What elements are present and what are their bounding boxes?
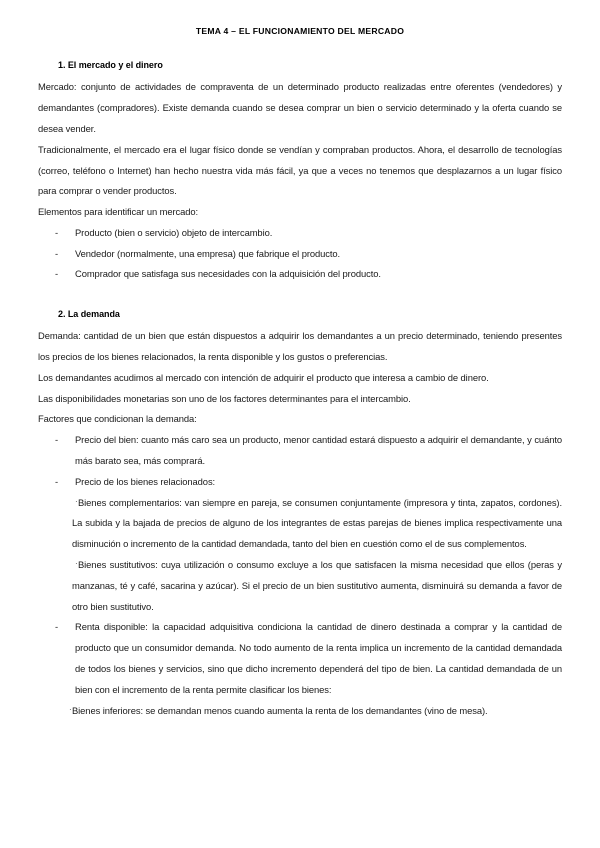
sub-list-item-label: Bienes sustitutivos: cuya utilización o consumo excluye a los que satisfacen la misma necesidad que ellos (peras y manzanas, té y café, sacarina y azúcar). Si el precio de un bien sustitutivo aumenta, disminuirá su demanda a favor de otro bien sustitutivo. xyxy=(72,559,562,612)
section-1-paragraph-3: Elementos para identificar un mercado: xyxy=(38,206,199,218)
section-2-paragraph-1: Demanda: cantidad de un bien que están dispuestos a adquirir los demandantes a un precio determinado, teniendo presentes los precios de los bienes relacionados, la renta disponible y los gustos o preferencias. xyxy=(38,330,562,363)
document-title: TEMA 4 – EL FUNCIONAMIENTO DEL MERCADO xyxy=(195,26,405,36)
list-item-label: Renta disponible: la capacidad adquisitiva condiciona la cantidad de dinero destinada a comprar y la cantidad de producto que un consumidor demanda. No todo aumento de la renta implica un incremento de la cantidad demandada de todos los bienes y servicios, sino que dicho incremento dependerá del tipo de bien. La cantidad demandada de un bien con el incremento de la renta permite clasificar los bienes: xyxy=(75,621,562,695)
dash-bullet-icon: - xyxy=(55,268,59,280)
dash-bullet-icon: - xyxy=(55,247,59,259)
dash-bullet-icon: - xyxy=(55,434,59,446)
sub-list-item xyxy=(38,493,562,555)
sub-list-item xyxy=(38,701,562,722)
sub-list-item-label: Bienes inferiores: se demandan menos cuando aumenta la renta de los demandantes (vino de mesa). xyxy=(72,704,488,716)
section-1-paragraph-2: Tradicionalmente, el mercado era el lugar físico donde se vendían y compraban productos. Ahora, el desarrollo de tecnologías (correo, teléfono o Internet) han hecho nuestra vida más fácil, ya que a veces no tenemos que desplazarnos a un lugar físico para comprar o vender productos. xyxy=(38,143,562,197)
list-item-label: Vendedor (normalmente, una empresa) que fabrique el producto. xyxy=(75,247,341,259)
list-item xyxy=(38,223,562,244)
list-item xyxy=(38,264,562,285)
list-item xyxy=(38,617,562,700)
dot-bullet-icon: · xyxy=(75,496,78,506)
list-item-label: Precio del bien: cuanto más caro sea un producto, menor cantidad estará dispuesto a adquirir el demandante, y cuánto más barato sea, más comprará. xyxy=(75,434,562,467)
dot-bullet-icon: · xyxy=(69,704,72,714)
list-item xyxy=(38,244,562,265)
section-1-paragraph-1: Mercado: conjunto de actividades de compraventa de un determinado producto realizadas entre oferentes (vendedores) y demandantes (compradores). Existe demanda cuando se desea comprar un bien o servicio determinado y la oferta cuando se desea vender. xyxy=(38,81,562,134)
sub-list-item xyxy=(38,555,562,617)
dot-bullet-icon: · xyxy=(75,559,78,569)
dash-bullet-icon: - xyxy=(55,621,59,633)
section-heading-2: 2. La demanda xyxy=(58,309,120,320)
section-2-paragraph-4: Factores que condicionan la demanda: xyxy=(38,413,197,425)
dash-bullet-icon: - xyxy=(55,226,59,238)
list-item-label: Producto (bien o servicio) objeto de intercambio. xyxy=(75,226,273,238)
dash-bullet-icon: - xyxy=(55,475,59,487)
list-item xyxy=(38,472,562,493)
sub-list-item-label: Bienes complementarios: van siempre en pareja, se consumen conjuntamente (impresora y tinta, zapatos, cordones). La subida y la bajada de precios de alguno de los integrantes de estas parejas de bienes implica respectivamente una disminución o incremento de la cantidad demandada, tanto del bien en cuestión como el de sus complementos. xyxy=(72,496,562,550)
list-item xyxy=(38,430,562,472)
section-2-paragraph-3: Las disponibilidades monetarias son uno de los factores determinantes para el intercambio. xyxy=(38,392,411,404)
list-item-label: Precio de los bienes relacionados: xyxy=(75,475,216,487)
section-2-paragraph-2: Los demandantes acudimos al mercado con intención de adquirir el producto que interesa a cambio de dinero. xyxy=(38,371,489,383)
section-heading-1: 1. El mercado y el dinero xyxy=(58,60,163,71)
list-item-label: Comprador que satisfaga sus necesidades con la adquisición del producto. xyxy=(75,268,381,280)
